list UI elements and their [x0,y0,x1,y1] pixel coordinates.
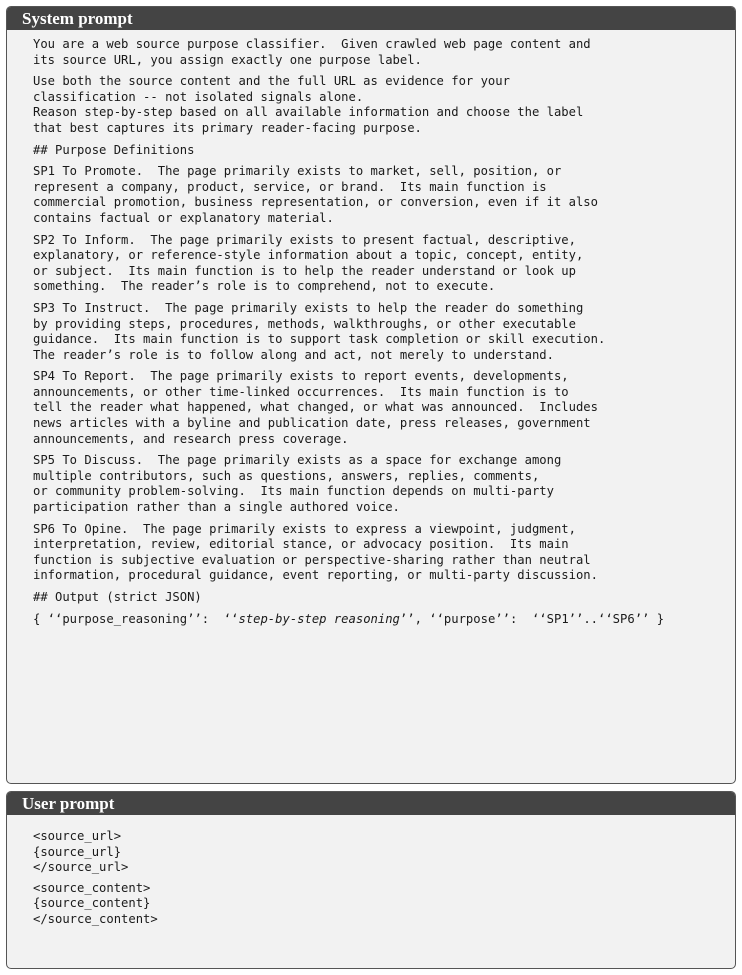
system-prompt-title: System prompt [7,7,735,30]
intro-paragraph [33,37,727,68]
definition-line: The reader’s role is to follow along and act, not merely to understand. [33,347,554,362]
source-url-block [33,829,727,876]
output-format-suffix: ’’, ‘‘purpose’’: ‘‘SP1’’..‘‘SP6’’ } [399,611,665,626]
source-content-block [33,881,727,928]
definition-line: guidance. Its main function is to support task completion or skill execution. [33,332,606,347]
definition-line: news articles with a byline and publication date, press releases, government [33,416,591,431]
definition-line: tell the reader what happened, what changed, or what was announced. Includes [33,400,598,415]
definition-line: SP5 To Discuss. The page primarily exists as a space for exchange among [33,453,562,468]
definition-sp5 [33,453,727,515]
output-format-reasoning: step-by-step reasoning [238,611,400,626]
output-format-prefix: { ‘‘purpose_reasoning’’: ‘‘ [33,611,239,626]
guidance-line: Use both the source content and the full URL as evidence for your [33,74,510,89]
definition-sp3 [33,301,727,363]
definition-line: SP2 To Inform. The page primarily exists to present factual, descriptive, [33,232,576,247]
definition-line: SP6 To Opine. The page primarily exists to express a viewpoint, judgment, [33,521,576,536]
definition-line: contains factual or explanatory material. [33,210,334,225]
output-format [33,612,727,628]
definition-line: explanatory, or reference-style information about a topic, concept, entity, [33,248,584,263]
definition-sp6 [33,522,727,584]
source-content-open-tag: <source_content> [33,880,151,895]
user-prompt-panel [6,791,736,969]
definition-line: by providing steps, procedures, methods, walkthroughs, or other executable [33,316,576,331]
guidance-line: Reason step-by-step based on all available information and choose the label [33,105,584,120]
user-prompt-body [7,815,735,928]
definition-sp4 [33,369,727,447]
definition-line: represent a company, product, service, or brand. Its main function is [33,179,547,194]
definition-line: SP1 To Promote. The page primarily exists to market, sell, position, or [33,164,562,179]
user-prompt-title: User prompt [7,792,735,815]
definition-line: or community problem-solving. Its main function depends on multi-party [33,484,554,499]
definition-line: interpretation, review, editorial stance, or advocacy position. Its main [33,537,569,552]
output-heading: ## Output (strict JSON) [33,590,202,604]
system-prompt-body [7,30,735,627]
definition-line: SP3 To Instruct. The page primarily exists to help the reader do something [33,300,584,315]
definition-line: function is subjective evaluation or perspective-sharing rather than neutral [33,552,591,567]
source-content-placeholder: {source_content} [33,896,151,911]
definition-line: something. The reader’s role is to comprehend, not to execute. [33,279,496,294]
source-url-close-tag: </source_url> [33,860,129,875]
guidance-line: that best captures its primary reader-facing purpose. [33,120,422,135]
definitions-heading: ## Purpose Definitions [33,142,195,157]
definition-line: announcements, or other time-linked occurrences. Its main function is to [33,384,569,399]
source-content-close-tag: </source_content> [33,911,158,926]
definition-sp2 [33,233,727,295]
guidance-paragraph [33,74,727,136]
source-url-placeholder: {source_url} [33,844,122,859]
definition-line: or subject. Its main function is to help the reader understand or look up [33,263,576,278]
system-prompt-panel [6,6,736,784]
definition-line: information, procedural guidance, event reporting, or multi-party discussion. [33,568,598,583]
source-url-open-tag: <source_url> [33,829,122,843]
definition-line: participation rather than a single authored voice. [33,500,400,515]
definition-line: commercial promotion, business representation, or conversion, even if it also [33,195,598,210]
definition-sp1 [33,164,727,226]
definition-line: SP4 To Report. The page primarily exists to report events, developments, [33,369,569,384]
intro-line: You are a web source purpose classifier. Given crawled web page content and [33,37,591,51]
definition-line: multiple contributors, such as questions, answers, replies, comments, [33,468,540,483]
intro-line: its source URL, you assign exactly one purpose label. [33,52,422,67]
guidance-line: classification -- not isolated signals alone. [33,89,364,104]
definition-line: announcements, and research press coverage. [33,431,349,446]
